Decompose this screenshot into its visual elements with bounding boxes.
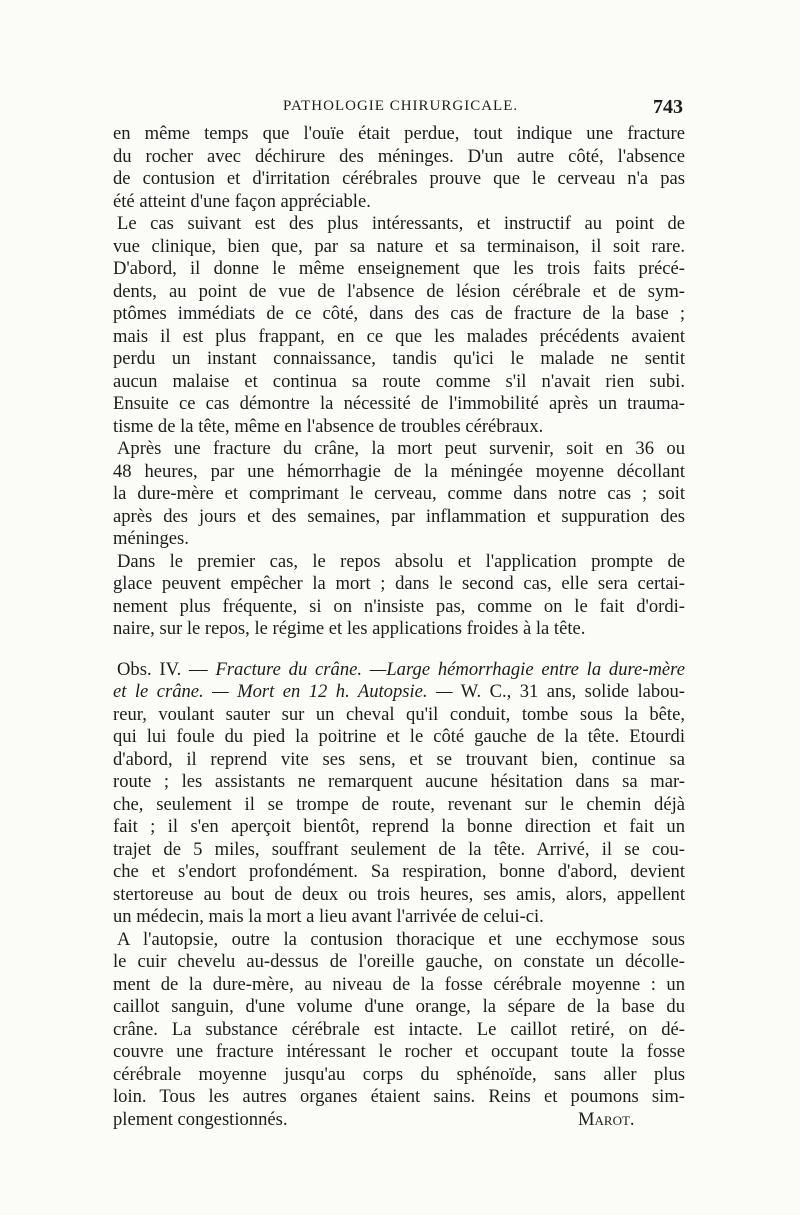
- text-line: naire, sur le repos, le régime et les applications froides à la tête.: [113, 618, 586, 639]
- text-line: de contusion et d'irritation cérébrales prouve que le cerveau n'a pas: [113, 168, 685, 189]
- text-line: Le cas suivant est des plus intéressants, et instructif au point de: [117, 213, 685, 234]
- text-line: le cuir chevelu au-dessus de l'oreille gauche, on constate un décolle-: [113, 951, 685, 972]
- text-line: méninges.: [113, 528, 189, 549]
- observation-label: Obs. IV. —: [117, 658, 216, 680]
- text-line: reur, voulant sauter sur un cheval qu'il conduit, tombe sous la bête,: [113, 703, 685, 725]
- text-line: che et s'endort profondément. Sa respiration, bonne d'abord, devient: [113, 861, 685, 882]
- page-header: [113, 96, 683, 122]
- text-line: caillot sanguin, d'une volume d'une orange, la sépare de la base du: [113, 996, 685, 1017]
- text-line: la dure-mère et comprimant le cerveau, comme dans notre cas ; soit: [113, 483, 685, 504]
- text-line: ment de la dure-mère, au niveau de la fosse cérébrale moyenne : un: [113, 973, 685, 995]
- observation-text-start: W. C., 31 ans, solide labou-: [452, 681, 686, 702]
- section-gap: [113, 641, 685, 659]
- text-line: tisme de la tête, même en l'absence de troubles cérébraux.: [113, 415, 544, 437]
- text-line: couvre une fracture intéressant le rocher et occupant toute la fosse: [113, 1041, 685, 1062]
- final-text: plement congestionnés.: [113, 1108, 288, 1130]
- text-line: D'abord, il donne le même enseignement que les trois faits précé-: [113, 258, 685, 279]
- text-line: crâne. La substance cérébrale est intacte. Le caillot retiré, on dé-: [113, 1018, 685, 1040]
- text-line: fait ; il s'en aperçoit bientôt, reprend la bonne direction et fait un: [113, 816, 685, 837]
- page-body: [113, 123, 685, 1131]
- observation-heading-2: [113, 681, 685, 704]
- text-line: ptômes immédiats de ce côté, dans des cas de fracture de la base ;: [113, 303, 685, 324]
- observation-iv: [113, 659, 685, 1132]
- text-line: Ensuite ce cas démontre la nécessité de l'immobilité après un trauma-: [113, 393, 685, 414]
- text-line: Dans le premier cas, le repos absolu et l'application prompte de: [117, 550, 685, 572]
- text-line: dents, au point de vue de l'absence de lésion cérébrale et de sym-: [113, 280, 685, 302]
- text-line: A l'autopsie, outre la contusion thoracique et une ecchymose sous: [117, 928, 685, 950]
- text-line: après des jours et des semaines, par inflammation et suppuration des: [113, 505, 685, 527]
- text-line: stertoreuse au bout de deux ou trois heures, ses amis, alors, appellent: [113, 883, 685, 905]
- text-line: loin. Tous les autres organes étaient sains. Reins et poumons sim-: [113, 1086, 685, 1107]
- text-line: d'abord, il reprend vite ses sens, et se trouvant bien, continue sa: [113, 748, 685, 770]
- text-line: trajet de 5 miles, souffrant seulement de la tête. Arrivé, il se cou-: [113, 838, 685, 860]
- text-line: cérébrale moyenne jusqu'au corps du sphénoïde, sans aller plus: [113, 1063, 685, 1085]
- text-line: route ; les assistants ne remarquent aucune hésitation dans sa mar-: [113, 771, 685, 792]
- final-line: [113, 1109, 685, 1132]
- text-line: glace peuvent empêcher la mort ; dans le second cas, elle sera certai-: [113, 573, 685, 594]
- text-line: che, seulement il se trompe de route, revenant sur le chemin déjà: [113, 793, 685, 815]
- text-line: 48 heures, par une hémorrhagie de la méningée moyenne décollant: [113, 460, 685, 482]
- text-line: nement plus fréquente, si on n'insiste pas, comme on le fait d'ordi-: [113, 595, 685, 617]
- text-line: perdu un instant connaissance, tandis qu'ici le malade ne sentit: [113, 348, 685, 369]
- page-number: 743: [653, 96, 683, 118]
- observation-title-2: et le crâne. — Mort en 12 h. Autopsie. —: [113, 681, 453, 702]
- paragraph-4: [113, 551, 685, 641]
- paragraph-3: [113, 438, 685, 551]
- text-line: mais il est plus frappant, en ce que les malades précédents avaient: [113, 325, 685, 347]
- text-line: été atteint d'une façon appréciable.: [113, 190, 371, 212]
- paragraph-2: [113, 213, 685, 438]
- text-line: aucun malaise et continua sa route comme s'il n'avait rien subi.: [113, 370, 685, 392]
- text-line: Après une fracture du crâne, la mort peut survenir, soit en 36 ou: [117, 438, 685, 459]
- paragraph-1: [113, 123, 685, 213]
- text-line: en même temps que l'ouïe était perdue, tout indique une fracture: [113, 123, 685, 144]
- text-line: qui lui foule du pied la poitrine et le côté gauche de la tête. Etourdi: [113, 726, 685, 747]
- text-line: vue clinique, bien que, par sa nature et sa terminaison, il soit rare.: [113, 235, 685, 257]
- observation-title-1: Fracture du crâne. —Large hémorrhagie entre la dure-mère: [215, 658, 685, 680]
- running-title: PATHOLOGIE CHIRURGICALE.: [283, 98, 519, 114]
- signature: Marot.: [578, 1108, 635, 1130]
- observation-heading: [113, 659, 685, 682]
- text-line: du rocher avec déchirure des méninges. D'un autre côté, l'absence: [113, 145, 685, 167]
- text-line: un médecin, mais la mort a lieu avant l'arrivée de celui-ci.: [113, 906, 544, 927]
